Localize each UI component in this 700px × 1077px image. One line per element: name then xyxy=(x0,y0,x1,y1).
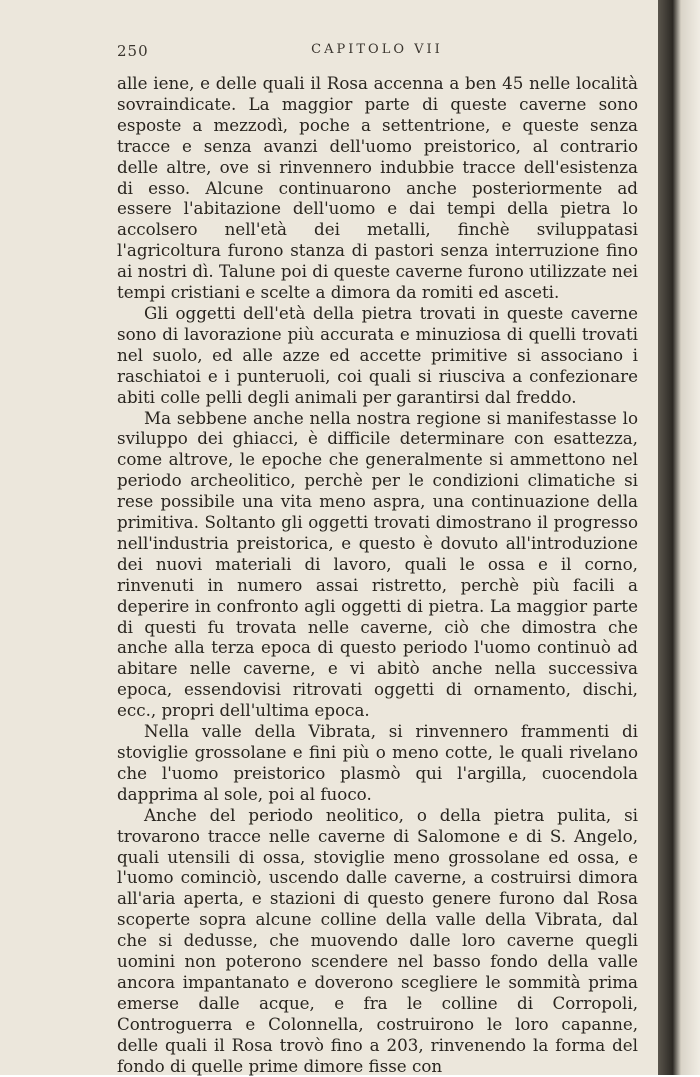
adjacent-page-edge xyxy=(658,0,700,1075)
running-title: CAPITOLO VII xyxy=(311,42,443,57)
paragraph: alle iene, e delle quali il Rosa accenna a ben 45 nelle località sovraindicate. La maggior parte di queste caverne sono esposte a mezzodì, poche a settentrione, e queste senza tracce e senza avanzi dell'uomo preistorico, al contrario delle altre, ove si rinvennero indubbie tracce dell'esistenza di esso. Alcune continuarono anche posteriormente ad essere l'abitazione dell'uomo e dai tempi della pietra lo accolsero nell'età dei metalli, finchè sviluppatasi l'agricoltura furono stanza di pastori senza interruzione fino ai nostri dì. Talune poi di queste caverne furono utilizzate nei tempi cristiani e scelte a dimora da romiti ed asceti. xyxy=(117,73,638,303)
paragraph: Anche del periodo neolitico, o della pietra pulita, si trovarono tracce nelle caverne di Salomone e di S. Angelo, quali utensili di ossa, stoviglie meno grossolane ed ossa, e l'uomo cominciò, uscendo dalle caverne, a costruirsi dimora all'aria aperta, e stazioni di questo genere furono dal Rosa scoperte sopra alcune colline della valle della Vibrata, dal che si dedusse, che muovendo dalle loro caverne quegli uomini non poterono scendere nel basso fondo della valle ancora impantanato e doverono scegliere le sommità prima emerse dalle acque, e fra le colline di Corropoli, Controguerra e Colonnella, costruirono le loro capanne, delle quali il Rosa trovò fino a 203, rinvenendo la forma del fondo di quelle prime dimore fisse con xyxy=(117,804,638,1076)
paragraph: Nella valle della Vibrata, si rinvennero frammenti di stoviglie grossolane e fini più o meno cotte, le quali rivelano che l'uomo preistorico plasmò qui l'argilla, cuocendola dapprima al sole, poi al fuoco. xyxy=(117,721,638,804)
body-text xyxy=(117,73,638,1077)
paragraph: Gli oggetti dell'età della pietra trovati in queste caverne sono di lavorazione più accurata e minuziosa di quelli trovati nel suolo, ed alle azze ed accette primitive si associano i raschiatoi e i punteruoli, coi quali si riusciva a confezionare abiti colle pelli degli animali per garantirsi dal freddo. xyxy=(117,302,638,407)
page-number: 250 xyxy=(117,42,149,60)
paragraph: Ma sebbene anche nella nostra regione si manifestasse lo sviluppo dei ghiacci, è difficile determinare con esattezza, come altrove, le epoche che generalmente si ammettono nel periodo archeolitico, perchè per le condizioni climatiche si rese possibile una vita meno aspra, una continuazione della primitiva. Soltanto gli oggetti trovati dimostrano il progresso nell'industria preistorica, e questo è dovuto all'introduzione dei nuovi materiali di lavoro, quali le ossa e il corno, rinvenuti in numero assai ristretto, perchè più facili a deperire in confronto agli oggetti di pietra. La maggior parte di questi fu trovata nelle caverne, ciò che dimostra che anche alla terza epoca di questo periodo l'uomo continuò ad abitare nelle caverne, e vi abitò anche nella successiva epoca, essendovisi ritrovati oggetti di ornamento, dischi, ecc., propri dell'ultima epoca. xyxy=(117,407,638,721)
page-header xyxy=(117,42,637,66)
